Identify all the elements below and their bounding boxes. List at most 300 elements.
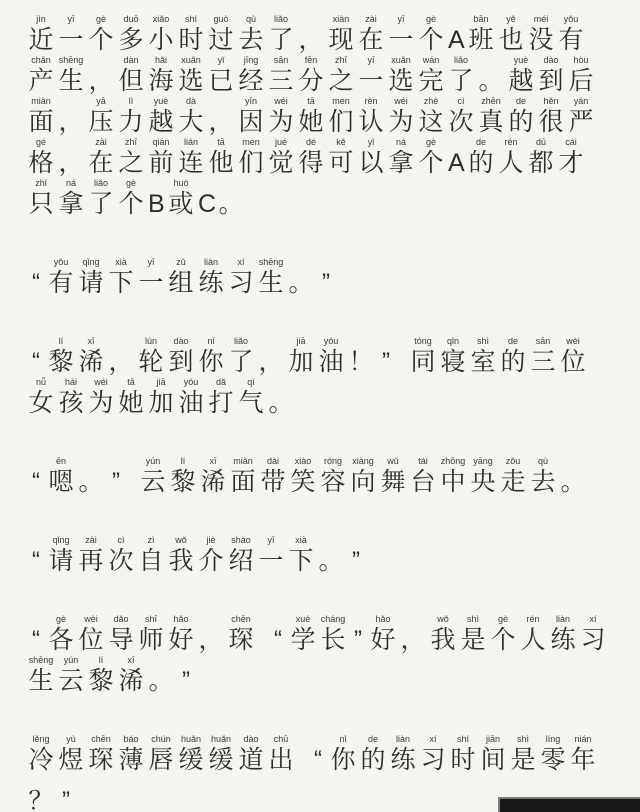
pinyin-label: yóu [323, 336, 339, 346]
hanzi-char: 越 [148, 108, 174, 136]
ruby-token [58, 137, 84, 178]
ruby-token [118, 377, 144, 418]
hanzi-char: 一 [258, 547, 284, 575]
ruby-token [178, 14, 204, 55]
ruby-token [528, 137, 554, 178]
ruby-token [118, 178, 144, 219]
hanzi-char: 练 [550, 626, 576, 654]
pinyin-label: dài [266, 456, 279, 466]
ruby-token [550, 614, 576, 655]
pinyin-label: huò [173, 178, 189, 188]
ruby-token [460, 614, 486, 655]
hanzi-char: 一 [388, 26, 414, 54]
hanzi-char: 在 [358, 26, 384, 54]
ruby-token [228, 614, 254, 655]
pinyin-label: zhè [423, 96, 439, 106]
hanzi-char: “ [314, 746, 322, 773]
pinyin-label: yuè [513, 55, 529, 65]
ruby-token [418, 96, 444, 137]
pinyin-label: nǐ [339, 734, 347, 744]
hanzi-char: 台 [410, 468, 436, 496]
pinyin-label: yě [506, 14, 516, 24]
ruby-token [418, 14, 444, 55]
ruby-token [268, 377, 294, 418]
pinyin-label: tái [418, 456, 428, 466]
hanzi-char: ， [298, 26, 324, 54]
hanzi-char: 班 [468, 26, 494, 54]
ruby-token [78, 456, 104, 497]
ruby-token [320, 456, 346, 497]
hanzi-char: 拿 [58, 190, 84, 218]
hanzi-char: 但 [118, 67, 144, 95]
pinyin-label: xué [295, 614, 311, 624]
pinyin-label: gé [35, 137, 46, 147]
ruby-token [178, 734, 204, 775]
pinyin-label: shì [476, 336, 489, 346]
paragraph-4 [26, 456, 610, 497]
ruby-token [410, 456, 436, 497]
ruby-token [138, 535, 164, 576]
ruby-token [48, 535, 74, 576]
hanzi-char: 个 [418, 26, 444, 54]
pinyin-label: gè [425, 14, 436, 24]
hanzi-char: ” [382, 348, 390, 375]
ruby-token [258, 336, 284, 377]
ruby-token [238, 137, 264, 178]
ruby-token [28, 734, 54, 775]
pinyin-label [350, 614, 366, 625]
pinyin-label [58, 137, 84, 148]
pinyin-label: yī [397, 14, 405, 24]
ruby-token [118, 96, 144, 137]
pinyin-label: xiàng [352, 456, 374, 466]
pinyin-label [28, 535, 44, 546]
pinyin-label [198, 614, 224, 625]
ruby-token [530, 456, 556, 497]
ruby-token [418, 55, 444, 96]
ruby-token [88, 137, 114, 178]
pinyin-label: yuè [153, 96, 169, 106]
ruby-token [178, 377, 204, 418]
pinyin-label: rèn [364, 96, 378, 106]
pinyin-label: qián [152, 137, 170, 147]
pinyin-label: shì [516, 734, 529, 744]
pinyin-label: ná [65, 178, 76, 188]
pinyin-label [208, 96, 234, 107]
ruby-token [178, 96, 204, 137]
hanzi-char: 一 [358, 67, 384, 95]
word-space [396, 336, 408, 377]
ruby-token [138, 336, 164, 377]
pinyin-label: men [332, 96, 350, 106]
ruby-token [558, 14, 584, 55]
pinyin-label: jué [274, 137, 287, 147]
hanzi-char: 选 [178, 67, 204, 95]
pinyin-label: lí [58, 336, 64, 346]
bottom-overlay-bar [498, 797, 640, 812]
ruby-token [288, 257, 314, 298]
pinyin-label [258, 336, 284, 347]
ruby-token [238, 55, 264, 96]
ruby-token [148, 96, 174, 137]
ruby-token [258, 535, 284, 576]
hanzi-char: 煜 [58, 746, 84, 774]
pinyin-label: chēn [231, 614, 251, 624]
pinyin-label: nǚ [35, 377, 46, 387]
ruby-token [500, 456, 526, 497]
pinyin-label: tā [127, 377, 135, 387]
ruby-token [470, 456, 496, 497]
hanzi-char: 云 [140, 468, 166, 496]
pinyin-label: cì [117, 535, 125, 545]
hanzi-char: 或 [168, 190, 194, 218]
pinyin-label [268, 377, 294, 388]
hanzi-char: 一 [138, 269, 164, 297]
hanzi-char: ， [58, 149, 84, 177]
hanzi-char: 自 [138, 547, 164, 575]
ruby-token [228, 336, 254, 377]
pinyin-label [88, 55, 114, 66]
pinyin-label: yā [96, 96, 106, 106]
pinyin-label [270, 614, 286, 625]
hanzi-char: 容 [320, 468, 346, 496]
ruby-token [58, 734, 84, 775]
pinyin-label: wèi [566, 336, 580, 346]
ruby-token [58, 377, 84, 418]
pinyin-label [28, 456, 44, 467]
hanzi-char: ， [88, 67, 114, 95]
hanzi-char: 打 [208, 389, 234, 417]
hanzi-char: 缓 [178, 746, 204, 774]
hanzi-char: 浠 [200, 468, 226, 496]
pinyin-label: qǐng [52, 535, 70, 545]
hanzi-char: 冷 [28, 746, 54, 774]
hanzi-char: 组 [168, 269, 194, 297]
hanzi-char: 到 [168, 348, 194, 376]
pinyin-label: dǎo [113, 614, 129, 624]
ruby-token [108, 336, 134, 377]
hanzi-char: 她 [118, 389, 144, 417]
ruby-token [478, 96, 504, 137]
pinyin-label: miàn [233, 456, 253, 466]
hanzi-char: 学 [290, 626, 316, 654]
pinyin-label: de [507, 336, 518, 346]
ruby-token [328, 55, 354, 96]
ruby-token [318, 336, 344, 377]
hanzi-char: 位 [560, 348, 586, 376]
pinyin-label: yī [267, 535, 275, 545]
ruby-token [530, 336, 556, 377]
ruby-token [168, 257, 194, 298]
hanzi-char: 气 [238, 389, 264, 417]
hanzi-char: 缓 [208, 746, 234, 774]
pinyin-label [348, 535, 364, 546]
hanzi-char: ！ [348, 348, 374, 376]
hanzi-char: ， [258, 348, 284, 376]
hanzi-char: 都 [528, 149, 554, 177]
hanzi-char: ” [352, 547, 360, 574]
ruby-token [478, 55, 504, 96]
ruby-token [410, 336, 436, 377]
ruby-token [78, 257, 104, 298]
ruby-token [508, 96, 534, 137]
ruby-token [58, 655, 84, 696]
ruby-token [178, 55, 204, 96]
ruby-token [328, 96, 354, 137]
pinyin-label: zài [95, 137, 107, 147]
pinyin-label: chēn [91, 734, 111, 744]
hanzi-char: 个 [418, 149, 444, 177]
pinyin-label: hòu [573, 55, 589, 65]
ruby-token [148, 734, 174, 775]
hanzi-char: C [198, 190, 217, 218]
pinyin-label: zǔ [176, 257, 186, 267]
ruby-token [88, 96, 114, 137]
hanzi-char: 才 [558, 149, 584, 177]
paragraph-5 [26, 535, 610, 576]
hanzi-char: “ [32, 626, 40, 653]
ruby-token [538, 96, 564, 137]
pinyin-label: yù [66, 734, 76, 744]
ruby-token [418, 137, 444, 178]
hanzi-char: 寝 [440, 348, 466, 376]
hanzi-char: 位 [78, 626, 104, 654]
pinyin-label: de [367, 734, 378, 744]
pinyin-label: lún [144, 336, 157, 346]
hanzi-char: 三 [268, 67, 294, 95]
hanzi-char: 没 [528, 26, 554, 54]
ruby-token [148, 655, 174, 696]
hanzi-char: 我 [430, 626, 456, 654]
hanzi-char: 人 [520, 626, 546, 654]
hanzi-char: 她 [298, 108, 324, 136]
pinyin-label: dào [173, 336, 189, 346]
pinyin-label: gè [95, 14, 106, 24]
hanzi-char: ， [208, 108, 234, 136]
hanzi-char: “ [32, 468, 40, 495]
ruby-token [370, 614, 396, 655]
hanzi-char: 可 [328, 149, 354, 177]
hanzi-char: 油 [318, 348, 344, 376]
pinyin-label: zhī [334, 55, 347, 65]
hanzi-char: ” [112, 468, 120, 495]
pinyin-label: shì [466, 614, 479, 624]
ruby-token [88, 734, 114, 775]
ruby-token [388, 55, 414, 96]
pinyin-label: liàn [395, 734, 410, 744]
pinyin-label [560, 456, 586, 467]
ruby-token [448, 137, 464, 178]
hanzi-char: 孩 [58, 389, 84, 417]
hanzi-char: 现 [328, 26, 354, 54]
pinyin-label [448, 14, 464, 25]
hanzi-char: 下 [288, 547, 314, 575]
ruby-token [540, 734, 566, 775]
hanzi-char: 带 [260, 468, 286, 496]
hanzi-char: 生 [58, 67, 84, 95]
pinyin-label: shēng [258, 257, 284, 267]
hanzi-char: 到 [538, 67, 564, 95]
ruby-token [198, 178, 217, 219]
ruby-token [88, 55, 114, 96]
pinyin-label: nián [574, 734, 592, 744]
hanzi-char: 是 [510, 746, 536, 774]
pinyin-label: lián [183, 137, 198, 147]
hanzi-char: A [448, 149, 465, 177]
ruby-token [228, 257, 254, 298]
hanzi-char: 薄 [118, 746, 144, 774]
ruby-token [28, 257, 44, 298]
pinyin-label: lěng [32, 734, 50, 744]
pinyin-label: yī [147, 257, 155, 267]
ruby-token [208, 55, 234, 96]
pinyin-label: zhōng [440, 456, 466, 466]
hanzi-char: 了 [268, 26, 294, 54]
pinyin-label: wán [422, 55, 440, 65]
pinyin-label: xī [127, 655, 135, 665]
hanzi-char: 只 [28, 190, 54, 218]
ruby-token [178, 655, 194, 696]
ruby-token [238, 14, 264, 55]
hanzi-char: 过 [208, 26, 234, 54]
pinyin-label [178, 655, 194, 666]
hanzi-char: 轮 [138, 348, 164, 376]
pinyin-label: báo [123, 734, 139, 744]
ruby-token [28, 137, 54, 178]
hanzi-char: 觉 [268, 149, 294, 177]
hanzi-char: 为 [268, 108, 294, 136]
ruby-token [400, 614, 426, 655]
ruby-token [318, 535, 344, 576]
hanzi-char: 完 [418, 67, 444, 95]
hanzi-char: 真 [478, 108, 504, 136]
hanzi-char: 连 [178, 149, 204, 177]
pinyin-label: lí [98, 655, 104, 665]
pinyin-label: liǎo [233, 336, 248, 346]
pinyin-label: xí [429, 734, 437, 744]
text-container [26, 14, 610, 812]
ruby-token [358, 96, 384, 137]
pinyin-label: lí [180, 456, 186, 466]
pinyin-label: rén [504, 137, 518, 147]
ruby-token [118, 55, 144, 96]
ruby-token [28, 655, 54, 696]
ruby-token [138, 614, 164, 655]
hanzi-char: 好 [168, 626, 194, 654]
ruby-token [310, 734, 326, 775]
hanzi-char: 笑 [290, 468, 316, 496]
pinyin-label: xī [87, 336, 95, 346]
ruby-token [328, 137, 354, 178]
hanzi-char: 了 [448, 67, 474, 95]
pinyin-label: zhǐ [35, 178, 47, 188]
ruby-token [200, 456, 226, 497]
pinyin-label: shào [231, 535, 251, 545]
hanzi-char: 。 [478, 67, 504, 95]
pinyin-label: wèi [84, 614, 98, 624]
ruby-token [270, 614, 286, 655]
ruby-token [298, 137, 324, 178]
ruby-token [238, 734, 264, 775]
hanzi-char: 生 [28, 667, 54, 695]
hanzi-char: “ [32, 547, 40, 574]
hanzi-char: 的 [508, 108, 534, 136]
pinyin-label: tóng [414, 336, 432, 346]
pinyin-label: hǎo [375, 614, 391, 624]
hanzi-char: 认 [358, 108, 384, 136]
hanzi-char: 大 [178, 108, 204, 136]
hanzi-char: 这 [418, 108, 444, 136]
ruby-token [238, 377, 264, 418]
ruby-token [298, 96, 324, 137]
ruby-token [448, 14, 464, 55]
pinyin-label: róng [323, 456, 342, 466]
pinyin-label: wéi [94, 377, 108, 387]
ruby-token [420, 734, 446, 775]
pinyin-label: ná [395, 137, 406, 147]
hanzi-char: 出 [268, 746, 294, 774]
pinyin-label: kě [336, 137, 346, 147]
pinyin-label: liàn [555, 614, 570, 624]
pinyin-label: shēng [58, 55, 84, 65]
hanzi-char: 后 [568, 67, 594, 95]
ruby-token [198, 535, 224, 576]
ruby-token [108, 535, 134, 576]
pinyin-label: cháng [320, 614, 346, 624]
hanzi-char: 。 [78, 468, 104, 496]
pinyin-label: hěn [543, 96, 559, 106]
pinyin-label: bān [473, 14, 489, 24]
hanzi-char: 得 [298, 149, 324, 177]
hanzi-char: 的 [360, 746, 386, 774]
ruby-token [298, 14, 324, 55]
pinyin-label: méi [533, 14, 549, 24]
pinyin-label: yǐ [217, 55, 225, 65]
ruby-token [148, 377, 174, 418]
hanzi-char: 去 [238, 26, 264, 54]
ruby-token [298, 55, 324, 96]
ruby-token [268, 55, 294, 96]
ruby-token [498, 137, 524, 178]
pinyin-label: liǎo [273, 14, 288, 24]
pinyin-label: hǎi [154, 55, 167, 65]
ruby-token [528, 14, 554, 55]
hanzi-char: 唇 [148, 746, 174, 774]
ruby-token [168, 336, 194, 377]
pinyin-label: yún [63, 655, 79, 665]
hanzi-char: 你 [330, 746, 356, 774]
hanzi-char: 了 [88, 190, 114, 218]
ruby-token [78, 535, 104, 576]
ruby-token [208, 734, 234, 775]
hanzi-char: 近 [28, 26, 54, 54]
ruby-token [140, 456, 166, 497]
pinyin-label: wéi [394, 96, 408, 106]
hanzi-char: 加 [288, 348, 314, 376]
ruby-token [58, 178, 84, 219]
hanzi-char: 个 [88, 26, 114, 54]
ruby-token [208, 14, 234, 55]
hanzi-char: 你 [198, 348, 224, 376]
ruby-token [268, 14, 294, 55]
hanzi-char: 习 [580, 626, 606, 654]
hanzi-char: ” [354, 626, 362, 653]
hanzi-char: ” [182, 667, 190, 694]
hanzi-char: 产 [28, 67, 54, 95]
ruby-token [290, 456, 316, 497]
hanzi-char: 绍 [228, 547, 254, 575]
ruby-token [118, 137, 144, 178]
